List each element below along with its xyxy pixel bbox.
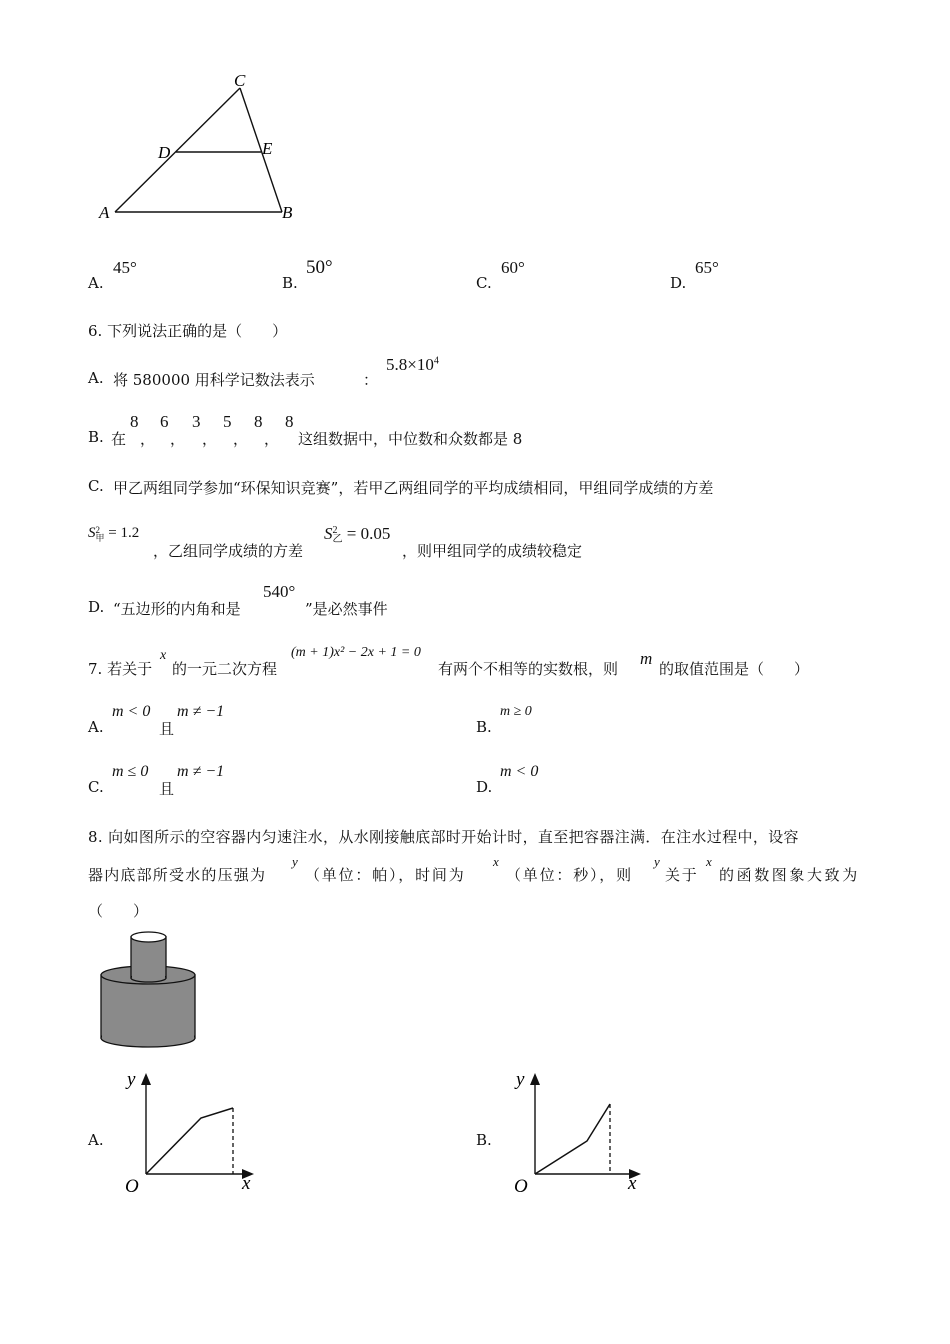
q6-b-num-4: 5	[223, 412, 232, 431]
q8-y-1: y	[292, 854, 298, 869]
q7-m: m	[640, 649, 653, 668]
q6-stem: 6. 下列说法正确的是（ ）	[88, 322, 288, 340]
q5-option-a-value: 45°	[113, 258, 137, 277]
q6-b-comma-1: ，	[140, 430, 156, 448]
q6-c-sup-jia: 2	[95, 524, 100, 535]
graph-a-curve	[146, 1108, 233, 1174]
q7-option-c-m1: m ≤ 0	[112, 763, 149, 780]
q7-s1: 7. 若关于	[88, 660, 153, 678]
q8-line2d: 关于	[665, 866, 699, 884]
q6-c-s-yi: S	[324, 524, 333, 543]
q5-option-b-value: 50°	[306, 257, 333, 278]
graph-a-y-arrow	[141, 1073, 151, 1085]
q6-c-mid: ，乙组同学成绩的方差	[153, 542, 304, 560]
q8-line2b: （单位：帕），时间为	[305, 866, 466, 884]
q5-option-d-letter: D.	[670, 274, 687, 292]
q6-c-letter: C.	[88, 477, 104, 495]
side-ac	[115, 88, 240, 212]
q8-graph-a-letter: A.	[88, 1131, 104, 1149]
q6-b-comma-5: ，	[264, 430, 280, 448]
q6-b-letter: B.	[88, 428, 104, 446]
q6-c-sub-jia: 甲	[95, 532, 105, 543]
q6-b-num-2: 6	[160, 412, 169, 431]
q5-option-c-letter: C.	[476, 274, 492, 292]
q6-c-val-jia: = 1.2	[108, 525, 140, 541]
container-neck-top	[131, 932, 166, 942]
graph-b-y-arrow	[530, 1073, 540, 1085]
q7-option-a-m1: m < 0	[112, 703, 151, 720]
q8-graph-b	[507, 1064, 657, 1199]
q7-option-b-letter: B.	[476, 718, 492, 736]
label-d: D	[158, 143, 171, 162]
q6-d-post: ”是必然事件	[305, 600, 388, 618]
label-a: A	[99, 203, 110, 222]
q6-c-end: ，则甲组同学的成绩较稳定	[402, 542, 583, 560]
q7-option-c-and: 且	[159, 780, 175, 798]
q6-a-letter: A.	[88, 369, 104, 387]
container-figure	[95, 924, 205, 1054]
q7-equation: (m + 1)x² − 2x + 1 = 0	[291, 645, 421, 660]
q6-a-exponent: 4	[433, 355, 439, 367]
q7-option-b-m1: m ≥ 0	[500, 704, 532, 719]
label-c: C	[234, 71, 246, 90]
label-e: E	[262, 139, 273, 158]
q6-c-line1: 甲乙两组同学参加“环保知识竞赛”，若甲乙两组同学的平均成绩相同，甲组同学成绩的方差	[113, 479, 714, 497]
q7-x: x	[160, 648, 167, 663]
graph-a-y-label: y	[127, 1069, 136, 1090]
q7-option-d-letter: D.	[476, 778, 493, 796]
q8-line1: 8. 向如图所示的空容器内匀速注水，从水刚接触底部时开始计时，直至把容器注满．在注水过程中，设容	[88, 828, 799, 846]
q6-b-comma-3: ，	[202, 430, 218, 448]
q5-option-d-value: 65°	[695, 258, 719, 277]
q6-b-comma-2: ，	[170, 430, 186, 448]
q6-c-sub-yi: 乙	[332, 534, 343, 546]
q8-line2a: 器内底部所受水的压强为	[88, 866, 267, 884]
q6-b-num-1: 8	[130, 412, 139, 431]
q6-c-variance-jia	[88, 525, 139, 542]
label-b: B	[282, 203, 293, 222]
q6-c-sup-yi: 2	[332, 525, 338, 537]
q6-a-text: 将 580000 用科学记数法表示	[113, 371, 315, 389]
container-neck-fill	[132, 964, 165, 978]
q8-y-2: y	[654, 854, 660, 869]
container-base-bottom-fill	[102, 1024, 194, 1038]
side-cb	[240, 88, 282, 212]
q6-b-num-6: 8	[285, 412, 294, 431]
q7-s3: 有两个不相等的实数根，则	[438, 660, 619, 678]
q6-b-num-5: 8	[254, 412, 263, 431]
q8-graph-a	[118, 1064, 268, 1199]
triangle-figure	[95, 70, 315, 230]
q6-b-comma-4: ，	[233, 430, 249, 448]
q6-c-s-jia: S	[88, 525, 96, 541]
q7-option-c-letter: C.	[88, 778, 104, 796]
graph-b-origin: O	[514, 1176, 528, 1197]
q7-option-d-m1: m < 0	[500, 763, 539, 780]
q7-s4: 的取值范围是（ ）	[659, 660, 810, 678]
q6-a-colon: ：	[363, 371, 379, 389]
graph-b-x-label: x	[628, 1173, 637, 1194]
graph-b-curve	[535, 1104, 610, 1174]
q7-option-a-letter: A.	[88, 718, 104, 736]
q8-line2c: （单位：秒），则	[506, 866, 633, 884]
graph-a-origin: O	[125, 1176, 139, 1197]
q7-s2: 的一元二次方程	[172, 660, 278, 678]
q6-d-pre: “五边形的内角和是	[113, 600, 241, 618]
q7-option-c-m2: m ≠ −1	[177, 763, 225, 780]
q6-c-variance-yi	[324, 524, 390, 544]
q5-option-a-letter: A.	[88, 274, 104, 292]
q6-d-math: 540°	[263, 582, 296, 601]
graph-b-y-label: y	[516, 1069, 525, 1090]
q6-c-val-yi: = 0.05	[346, 524, 391, 543]
q6-a-mantissa: 5.8×10	[386, 355, 434, 374]
q8-graph-b-letter: B.	[476, 1131, 492, 1149]
q6-d-letter: D.	[88, 598, 105, 616]
q6-b-prefix: 在	[111, 430, 127, 448]
q6-b-suffix: 这组数据中，中位数和众数都是 8	[298, 430, 523, 448]
graph-a-x-label: x	[242, 1173, 251, 1194]
q5-option-c-value: 60°	[501, 258, 525, 277]
q5-option-b-letter: B.	[282, 274, 298, 292]
q7-option-a-and: 且	[159, 720, 175, 738]
q7-option-a-m2: m ≠ −1	[177, 703, 225, 720]
q8-line2e: 的函数图象大致为	[719, 866, 860, 884]
q8-x-1: x	[493, 854, 499, 869]
q8-x-2: x	[706, 854, 712, 869]
q6-a-math	[386, 355, 439, 375]
q8-line3: （ ）	[88, 902, 149, 920]
q6-b-num-3: 3	[192, 412, 201, 431]
